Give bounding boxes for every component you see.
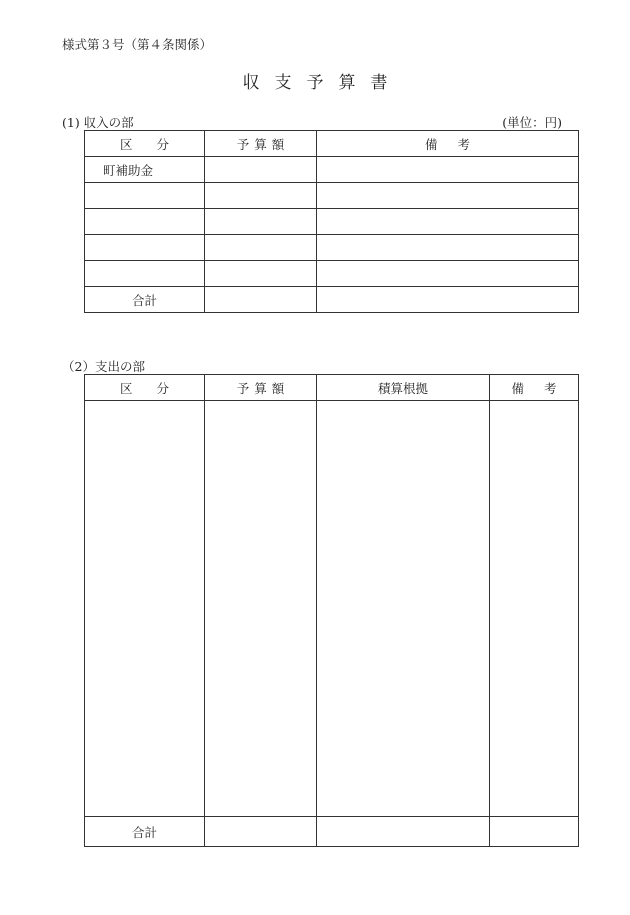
income-remarks-cell[interactable] [317,157,579,183]
income-remarks-cell[interactable] [317,261,579,287]
income-category-cell[interactable] [85,235,205,261]
income-table [84,130,579,313]
income-budget-cell[interactable] [205,235,317,261]
expense-header-category: 区分 [85,375,205,401]
income-header-budget: 予算額 [205,131,317,157]
income-total-row [85,287,579,313]
income-remarks-cell[interactable] [317,209,579,235]
expense-header-basis: 積算根拠 [317,375,490,401]
income-total-budget-cell[interactable] [205,287,317,313]
expense-heading: （2）支出の部 [62,359,145,374]
expense-remarks-cell[interactable] [490,401,579,817]
income-remarks-cell[interactable] [317,235,579,261]
expense-total-label: 合計 [85,817,205,847]
expense-table [84,374,579,847]
income-budget-cell[interactable] [205,209,317,235]
income-header-remarks: 備考 [317,131,579,157]
table-row [85,157,579,183]
expense-total-basis-cell[interactable] [317,817,490,847]
income-category-cell[interactable] [85,209,205,235]
table-row [85,209,579,235]
income-category-cell[interactable] [85,261,205,287]
income-total-remarks-cell[interactable] [317,287,579,313]
unit-label: (単位：円) [502,115,562,130]
income-budget-cell[interactable] [205,261,317,287]
document-title: 収支予算書 [242,73,403,93]
income-header-row [85,131,579,157]
income-heading: (1) 収入の部 [62,115,134,130]
income-remarks-cell[interactable] [317,183,579,209]
expense-total-budget-cell[interactable] [205,817,317,847]
expense-budget-cell[interactable] [205,401,317,817]
income-budget-cell[interactable] [205,183,317,209]
expense-basis-cell[interactable] [317,401,490,817]
table-row [85,235,579,261]
expense-body-row [85,401,579,817]
expense-header-remarks: 備考 [490,375,579,401]
expense-category-cell[interactable] [85,401,205,817]
expense-total-remarks-cell[interactable] [490,817,579,847]
table-row [85,183,579,209]
income-category-cell[interactable] [85,183,205,209]
income-header-category: 区分 [85,131,205,157]
income-category-cell[interactable]: 町補助金 [85,157,205,183]
expense-total-row [85,817,579,847]
table-row [85,261,579,287]
income-budget-cell[interactable] [205,157,317,183]
expense-header-row [85,375,579,401]
form-number: 様式第３号（第４条関係） [62,37,213,52]
expense-header-budget: 予算額 [205,375,317,401]
income-total-label: 合計 [85,287,205,313]
